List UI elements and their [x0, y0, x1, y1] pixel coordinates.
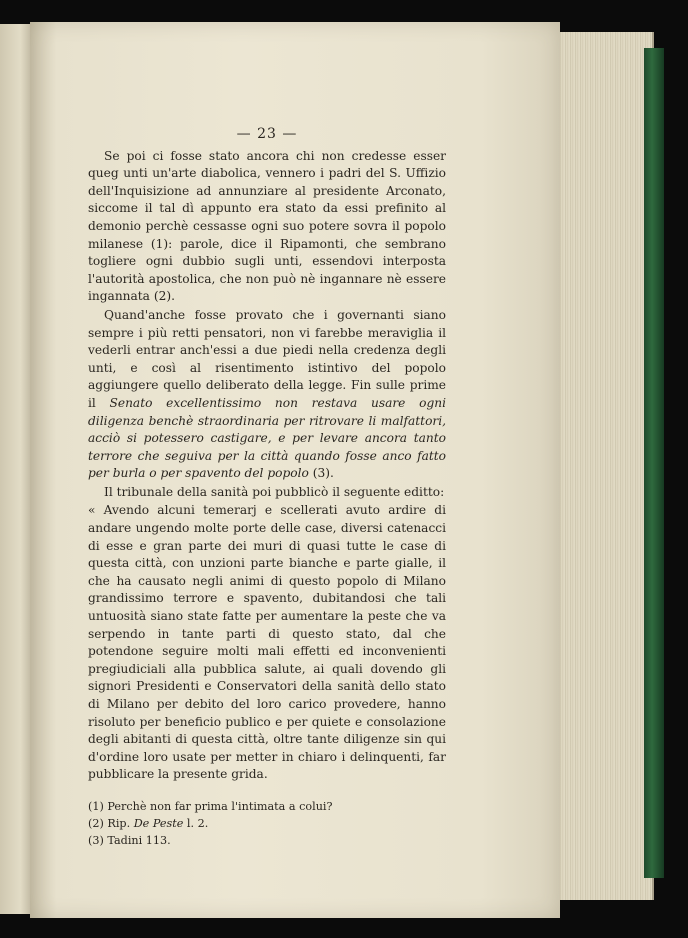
footnote-2-pre: (2) Rip.: [88, 816, 131, 830]
paragraph-3: Il tribunale della sanità poi pubblicò il seguente editto:: [104, 484, 445, 499]
footnote-separator: [88, 784, 446, 798]
footnote-3: (3) Tadini 113.: [88, 833, 171, 847]
paragraph-2: [88, 307, 446, 483]
paragraph-2-text: Quand'anche fosse provato che i governanti siano sempre i più retti pensatori, non vi farebbe meraviglia il vederli entrar anch'essi a due piedi nella credenza degli unti, e così al risentimento istintivo del popolo aggiungere quello deliberato della legge. Fin sulle prime il: [88, 307, 446, 410]
paragraph-2-italic: Senato excellentissimo non restava usare ogni diligenza benchè straordinaria per ritrovare li malfattori, acciò si potessero castigare, e per levare ancora tanto terrore che seguiva per la città quando fosse anco fatto per burla o per spavento del popolo: [88, 395, 446, 481]
book-cover-edge: [644, 48, 664, 878]
footnote-2-italic: De Peste: [133, 816, 184, 830]
facing-page-edge: [0, 24, 34, 914]
paragraph-1: Se poi ci fosse stato ancora chi non credesse esser queg unti un'arte diabolica, vennero i padri del S. Uffizio dell'Inquisizione ad annunziare al presidente Arconato, siccome il tal dì appunto era stato da essi prefinito al demonio perchè cessasse ogni suo potere sovra il popolo milanese (1): parole, dice il Ripamonti, che sembrano togliere ogni dubbio sugli unti, essendovi interposta l'autorità apostolica, che non può nè ingannare nè essere ingannata (2).: [88, 148, 446, 304]
footnote-2-post: l. 2.: [186, 816, 209, 830]
edict-quote: « Avendo alcuni temerarj e scellerati avuto ardire di andare ungendo molte porte delle case, diversi catenacci di esse e gran parte dei muri di quasi tutte le case di questa città, con unzioni parte bianche e parte gialle, il che ha causato negli animi di questo popolo di Milano grandissimo terrore e spavento, dubitandosi che tali untuosità siano state fatte per aumentare la peste che va serpendo in tante parti di questo stato, dal che potendone seguire molti mali effetti ed inconvenienti pregiudiciali alla pubblica salute, ai quali dovendo gli signori Presidenti e Conservatori della sanità dello stato di Milano per debito del loro carico provedere, hanno risoluto per beneficio publico e per quiete e consolazione degli abitanti di questa città, oltre tante diligenze sin qui d'ordine loro usate per metter in chiaro i delinquenti, far pubblicare la presente grida.: [88, 503, 446, 782]
footnote-2: [88, 815, 446, 832]
page-block-edges: [556, 32, 654, 900]
footnote-1: (1) Perchè non far prima l'intimata a colui?: [88, 799, 333, 813]
paragraph-2-end: (3).: [308, 466, 334, 481]
page-text: [88, 126, 446, 849]
page-number: — 23 —: [236, 126, 298, 142]
